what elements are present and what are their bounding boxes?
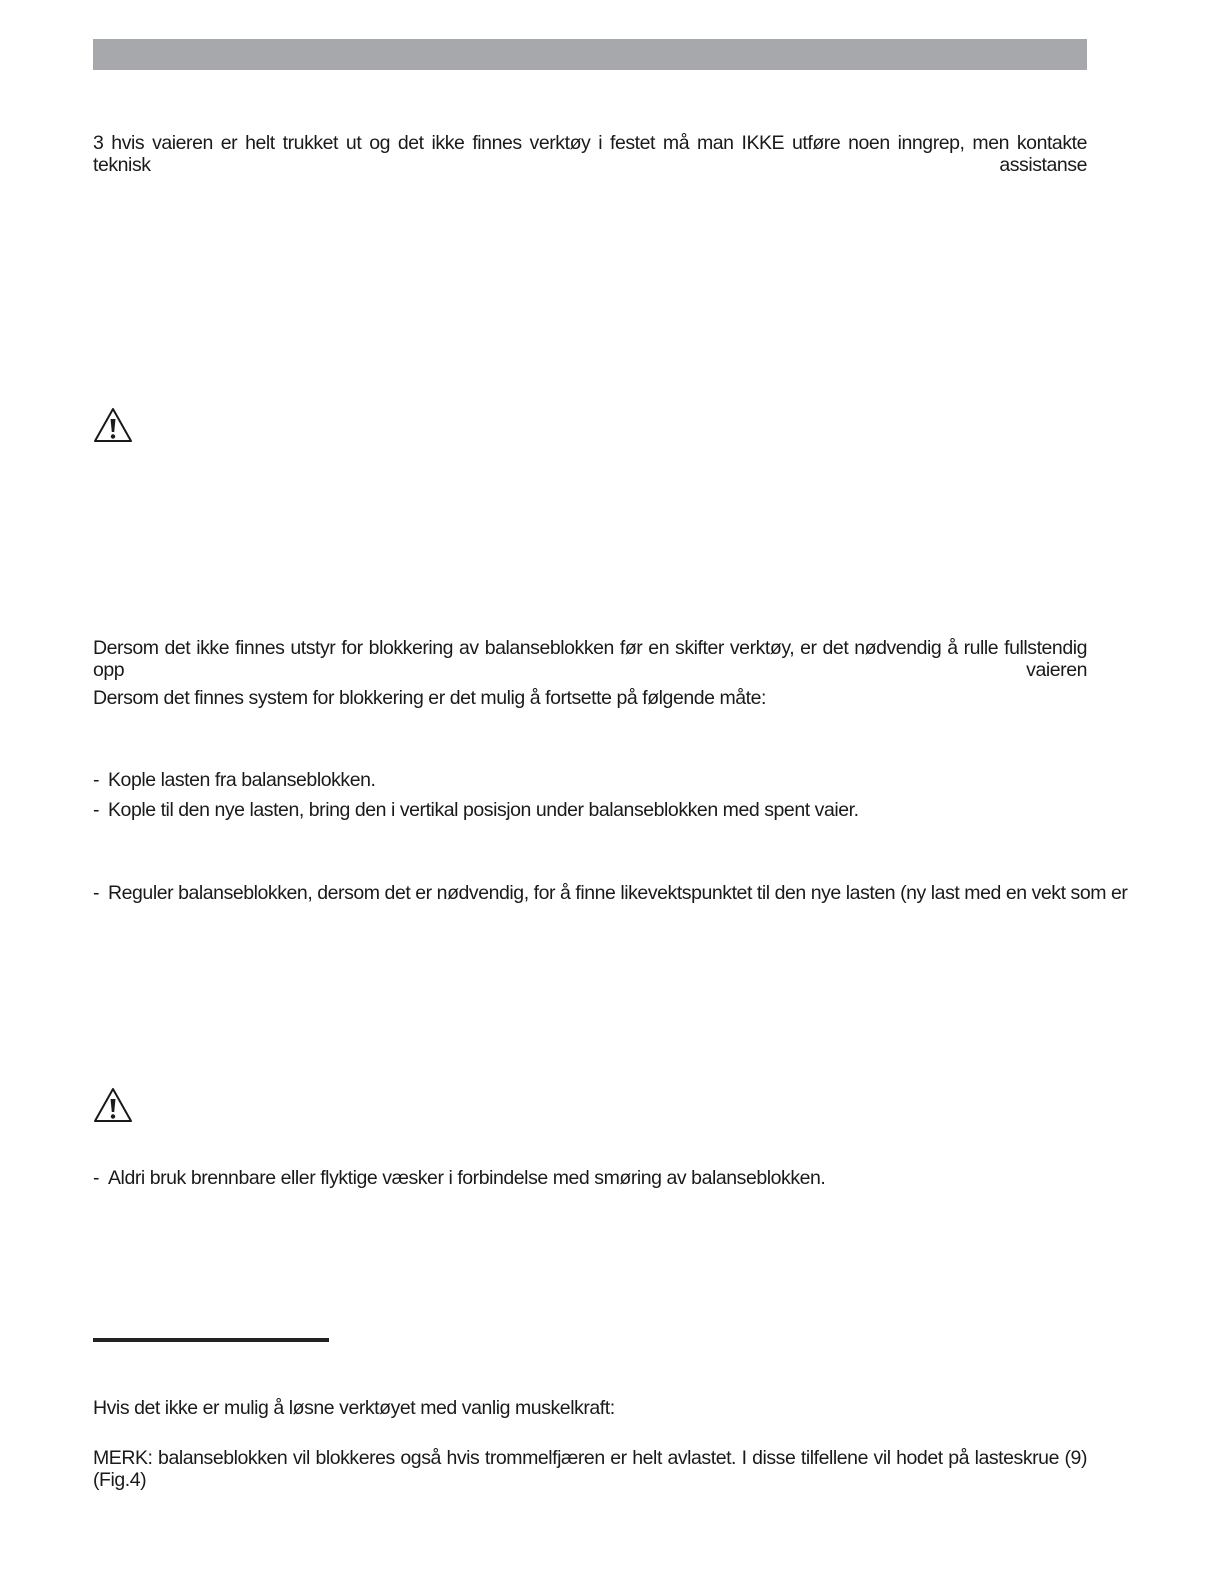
list-item-text: Reguler balanseblokken, dersom det er nødvendig, for å finne likevektspunktet til den nye lasten (ny last med en vekt som er: [108, 882, 1128, 904]
list-item: [93, 799, 1087, 821]
list-item-text: Kople til den nye lasten, bring den i vertikal posisjon under balanseblokken med spent vaier.: [108, 799, 859, 821]
bullet-dash: -: [93, 799, 100, 821]
paragraph-blocking-procedure: Dersom det finnes system for blokkering er det mulig å fortsette på følgende måte:: [93, 687, 767, 709]
paragraph-tool-warning: 3 hvis vaieren er helt trukket ut og det ikke finnes verktøy i festet må man IKKE utføre noen inngrep, men kontakte teknisk assistanse: [93, 132, 1087, 176]
header-bar: [93, 39, 1087, 70]
bullet-dash: -: [93, 769, 100, 791]
section-rule: [93, 1338, 329, 1342]
paragraph-note: MERK: balanseblokken vil blokkeres også hvis trommelfjæren er helt avlastet. I disse tilfellene vil hodet på lasteskrue (9) (Fig.4): [93, 1447, 1087, 1491]
list-item: [93, 1167, 1087, 1189]
list-item-text: Kople lasten fra balanseblokken.: [108, 769, 376, 791]
bullet-dash: -: [93, 882, 100, 904]
warning-triangle-icon: [93, 1087, 133, 1123]
list-item-text: Aldri bruk brennbare eller flyktige væsker i forbindelse med smøring av balanseblokken.: [108, 1167, 826, 1189]
paragraph-no-blocking: Dersom det ikke finnes utstyr for blokkering av balanseblokken før en skifter verktøy, er det nødvendig å rulle fullstendig opp vaieren: [93, 637, 1087, 681]
warning-triangle-icon: [93, 407, 133, 443]
paragraph-muscle-force: Hvis det ikke er mulig å løsne verktøyet med vanlig muskelkraft:: [93, 1397, 615, 1419]
list-item: [93, 882, 1128, 904]
bullet-dash: -: [93, 1167, 100, 1189]
list-item: [93, 769, 1087, 791]
